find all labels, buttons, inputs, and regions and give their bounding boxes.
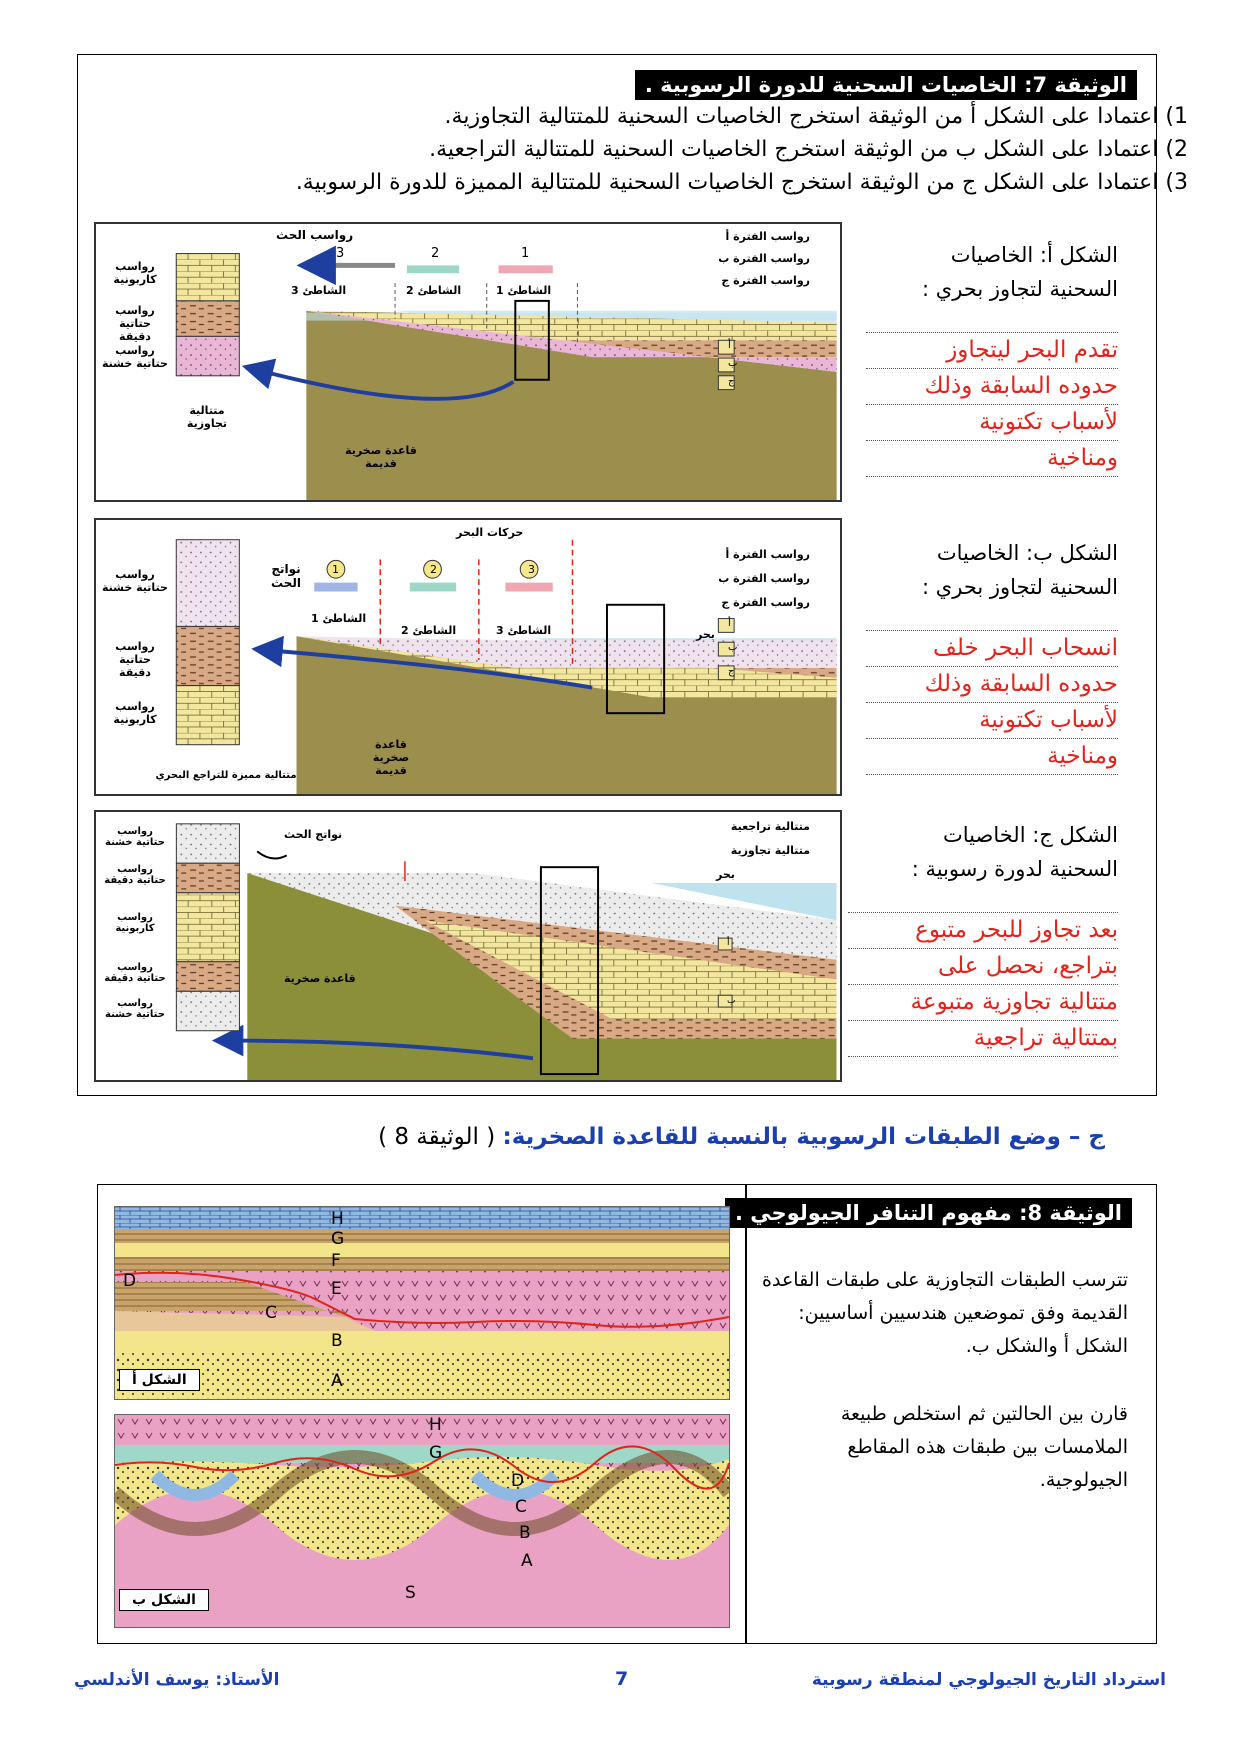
figb-erosion-products: نواتج الحث [271,562,301,590]
section-heading-ref: ( الوثيقة 8 ) [378,1124,503,1150]
figc-key-b: ب [727,996,736,1006]
figb-col-coarse: رواسب حتاتية خشنة [102,568,168,594]
figa-bedrock: قاعدة صخرية قديمة [345,444,417,470]
section-heading [378,1124,1105,1150]
doc8-figb-layer-h: H [429,1415,442,1435]
figa-answer [866,300,1118,477]
figa-arrow-3: 3 [336,246,345,261]
doc8-paragraph-2: قارن بين الحالتين ثم استخلص طبيعة الملامسات بين طبقات هذه المقاطع الجيولوجية. [840,1403,1128,1491]
figb-shore1: الشاطئ 1 [311,612,367,625]
doc8-figa-layer-d: D [123,1271,137,1291]
figb-legend-b: رواسب الفترة ب [718,572,810,585]
figb-bedrock: قاعدة صخرية قديمة [372,738,410,777]
figc-answer-line-3: متتالية تجاوزية متبوعة [848,985,1118,1021]
doc7-title: الوثيقة 7: الخاصيات السحنية للدورة الرسوبية . [635,70,1137,100]
figb-caption-line2: السحنية لتجاوز بحري : [922,575,1118,599]
figc-caption [858,818,1118,886]
figa-col-title: متتالية تجاوزية [186,404,228,430]
doc8-figb-layer-b: B [519,1523,531,1543]
figc-bedrock: قاعدة صخرية [284,972,356,985]
figa-key-b: ب [728,358,738,369]
figa-arrow-1: 1 [521,246,530,261]
doc8-figa-layer-a: A [331,1371,343,1391]
figa-key-c: ج [728,376,735,387]
figa-legend-a: رواسب الفترة أ [725,230,810,243]
doc8-figb-layer-d: D [511,1471,525,1491]
figa-col-coarse: رواسب حتاتية خشنة [102,344,168,370]
doc8-figa-layer-c: C [265,1303,277,1323]
figa-answer-line-1: تقدم البحر ليتجاوز [866,333,1118,369]
figb-key-c: ج [728,666,735,677]
figb-caption-line1: الشكل ب: الخاصيات [936,541,1118,565]
figc-legend-a: متتالية تراجعية [730,820,810,833]
figa-legend-c: رواسب الفترة ج [721,274,810,287]
doc8-figure-a [114,1206,730,1400]
doc8-figa-layer-b: B [331,1331,343,1351]
footer-author: الأستاذ: يوسف الأندلسي [74,1670,280,1690]
figb-n1: 1 [332,563,339,576]
figc-answer [848,880,1118,1057]
figc-col-carbonate: رواسب كاربونية [115,912,155,934]
figa-shore-1: الشاطئ 1 [496,284,552,297]
figc-answer-line-4: بمتتالية تراجعية [848,1021,1118,1057]
doc8-figa-layer-e: E [331,1279,342,1299]
figc-erosion-products: نواتج الحث [284,828,343,841]
figa-erosion-label: رواسب الحث [276,228,354,242]
figc-answer-line-1: بعد تجاوز للبحر متبوع [848,913,1118,949]
figa-caption-line1: الشكل أ: الخاصيات [950,243,1118,267]
doc8-figb-layer-a: A [521,1551,533,1571]
figc-answer-line-2: بتراجع، نحصل على [848,949,1118,985]
section-heading-main: ج – وضع الطبقات الرسوبية بالنسبة للقاعدة الصخرية: [502,1124,1105,1150]
figa-answer-line-4: ومناخية [866,441,1118,477]
footer-title: استرداد التاريخ الجيولوجي لمنطقة رسوبية [811,1670,1166,1690]
figa-caption [858,238,1118,306]
figb-sea: بحر [696,628,715,641]
figc-col-coarse-top: رواسب حتاتية خشنة [105,826,165,848]
figb-legend-c: رواسب الفترة ج [721,596,810,609]
doc7-question-1: 1) اعتمادا على الشكل أ من الوثيقة استخرج الخاصيات السحنية للمتتالية التجاوزية. [444,104,1188,129]
figb-n2: 2 [430,563,437,576]
footer-page-number: 7 [615,1668,629,1690]
figb-shore3: الشاطئ 3 [496,624,552,637]
doc8-figb-layer-g: G [429,1443,443,1463]
figb-answer-line-4: ومناخية [866,739,1118,775]
doc8-figa-layer-g: G [331,1229,345,1249]
figb-col-carbonate: رواسب كاربونية [113,700,157,726]
figc-caption-line2: السحنية لدورة رسوبية : [911,857,1118,881]
figure-a-transgression [94,222,842,502]
figb-sea-moves: حركات البحر [456,526,524,539]
figa-arrow-2: 2 [431,246,440,261]
figb-answer-line-1: انسحاب البحر خلف [866,631,1118,667]
figa-answer-line-2: حدوده السابقة وذلك [866,369,1118,405]
figc-key-a: أ [727,938,730,948]
doc8-paragraph-1: تترسب الطبقات التجاوزية على طبقات القاعدة القديمة وفق تموضعين هندسيين أساسيين: الشكل أ والشكل ب. [762,1269,1128,1357]
doc8-figb-layer-c: C [515,1497,527,1517]
doc8-figb-label: الشكل ب [119,1589,209,1611]
figb-n3: 3 [528,563,535,576]
figa-shore-2: الشاطئ 2 [406,284,462,297]
figa-key-a: أ [728,340,731,351]
doc7-question-2: 2) اعتمادا على الشكل ب من الوثيقة استخرج الخاصيات السحنية للمتتالية التراجعية. [429,137,1188,162]
figb-answer-line-2: حدوده السابقة وذلك [866,667,1118,703]
doc8-figa-layer-f: F [331,1251,341,1271]
figb-key-b: ب [728,642,738,653]
figb-answer-line-3: لأسباب تكتونية [866,703,1118,739]
figc-caption-line1: الشكل ج: الخاصيات [943,823,1118,847]
figb-legend-a: رواسب الفترة أ [725,548,810,561]
doc8-figb-layer-s: S [405,1583,416,1603]
doc8-figa-label: الشكل أ [119,1369,200,1391]
doc8-figa-layer-h: H [331,1209,344,1229]
figure-c-cycle [94,810,842,1082]
figa-shore-3: الشاطئ 3 [291,284,347,297]
figb-caption [858,536,1118,604]
figb-col-fine: رواسب حتاتية دقيقة [115,640,155,679]
figb-answer [866,598,1118,775]
figa-answer-line-3: لأسباب تكتونية [866,405,1118,441]
figc-col-coarse-bottom: رواسب حتاتية خشنة [105,998,165,1020]
doc8-title: الوثيقة 8: مفهوم التنافر الجيولوجي . [725,1198,1132,1228]
figc-col-fine-top: رواسب حتاتية دقيقة [104,864,166,886]
figb-key-a: أ [728,618,731,629]
figc-col-fine-bottom: رواسب حتاتية دقيقة [104,962,166,984]
doc7-question-3: 3) اعتمادا على الشكل ج من الوثيقة استخرج الخاصيات السحنية للمتتالية المميزة للدورة الرسوبية. [295,170,1188,195]
figa-caption-line2: السحنية لتجاوز بحري : [922,277,1118,301]
doc8-figure-b [114,1414,730,1628]
figb-col-title: متتالية مميزة للتراجع البحري [155,770,297,781]
figa-col-carbonate: رواسب كاربونية [113,260,157,286]
figa-legend-b: رواسب الفترة ب [718,252,810,265]
figc-sea: بحر [716,868,735,881]
figure-b-regression [94,518,842,796]
figc-legend-b: متتالية تجاوزية [730,844,810,857]
figb-shore2: الشاطئ 2 [401,624,457,637]
figa-col-fine: رواسب حتاتية دقيقة [115,304,155,343]
